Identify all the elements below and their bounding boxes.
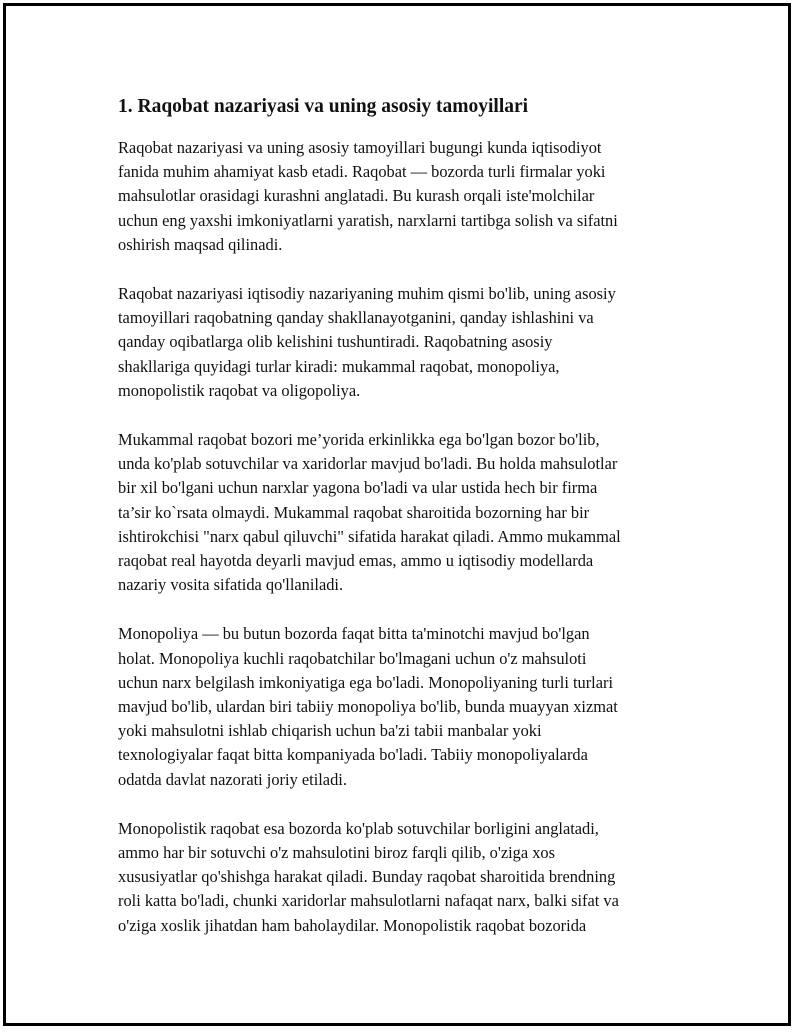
- text-line: ammo har bir sotuvchi o'z mahsulotini biroz farqli qilib, o'ziga xos: [118, 843, 555, 863]
- text-line: fanida muhim ahamiyat kasb etadi. Raqobat — bozorda turli firmalar yoki: [118, 162, 606, 182]
- text-line: nazariy vosita sifatida qo'llaniladi.: [118, 575, 344, 595]
- text-line: o'ziga xoslik jihatdan ham baholaydilar. Monopolistik raqobat bozorida: [118, 915, 587, 935]
- text-line: tamoyillari raqobatning qanday shakllanayotganini, qanday ishlashini va: [118, 308, 594, 328]
- paragraph-1: [118, 136, 693, 257]
- text-line: unda ko'plab sotuvchilar va xaridorlar mavjud bo'ladi. Bu holda mahsulotlar: [118, 454, 618, 474]
- text-line: yoki mahsulotni ishlab chiqarish uchun ba'zi tabii manbalar yoki: [118, 721, 542, 741]
- text-line: shakllariga quyidagi turlar kiradi: mukammal raqobat, monopoliya,: [118, 356, 560, 376]
- text-line: odatda davlat nazorati joriy etiladi.: [118, 769, 347, 789]
- paragraph-3: [118, 428, 693, 597]
- text-line: raqobat real hayotda deyarli mavjud emas, ammo u iqtisodiy modellarda: [118, 551, 594, 571]
- text-line: oshirish maqsad qilinadi.: [118, 234, 283, 254]
- text-line: mahsulotlar orasidagi kurashni anglatadi. Bu kurash orqali iste'molchilar: [118, 186, 595, 206]
- text-line: roli katta bo'ladi, chunki xaridorlar mahsulotlarni nafaqat narx, balki sifat va: [118, 891, 619, 911]
- document-body: [118, 95, 693, 963]
- text-line: ishtirokchisi "narx qabul qiluvchi" sifatida harakat qiladi. Ammo mukammal: [118, 526, 621, 546]
- text-line: Monopolistik raqobat esa bozorda ko'plab sotuvchilar borligini anglatadi,: [118, 818, 599, 838]
- text-line: Monopoliya — bu butun bozorda faqat bitta ta'minotchi mavjud bo'lgan: [118, 624, 590, 644]
- paragraph-4: [118, 622, 693, 791]
- text-line: uchun narx belgilash imkoniyatiga ega bo'ladi. Monopoliyaning turli turlari: [118, 672, 614, 692]
- text-line: texnologiyalar faqat bitta kompaniyada bo'ladi. Tabiiy monopoliyalarda: [118, 745, 588, 765]
- section-heading: 1. Raqobat nazariyasi va uning asosiy tamoyillari: [118, 96, 529, 117]
- text-line: ta’sir ko`rsata olmaydi. Mukammal raqobat sharoitida bozorning har bir: [118, 502, 590, 522]
- text-line: Raqobat nazariyasi iqtisodiy nazariyaning muhim qismi bo'lib, uning asosiy: [118, 284, 616, 304]
- text-line: holat. Monopoliya kuchli raqobatchilar bo'lmagani uchun o'z mahsuloti: [118, 648, 587, 668]
- paragraph-5: [118, 817, 693, 938]
- text-line: uchun eng yaxshi imkoniyatlarni yaratish, narxlarni tartibga solish va sifatni: [118, 210, 618, 230]
- text-line: monopolistik raqobat va oligopoliya.: [118, 380, 361, 400]
- text-line: Raqobat nazariyasi va uning asosiy tamoyillari bugungi kunda iqtisodiyot: [118, 138, 602, 157]
- text-line: mavjud bo'lib, ulardan biri tabiiy monopoliya bo'lib, bunda muayyan xizmat: [118, 697, 618, 717]
- text-line: qanday oqibatlarga olib kelishini tushuntiradi. Raqobatning asosiy: [118, 332, 553, 352]
- text-line: Mukammal raqobat bozori me’yorida erkinlikka ega bo'lgan bozor bo'lib,: [118, 430, 600, 450]
- text-line: bir xil bo'lgani uchun narxlar yagona bo'ladi va ular ustida hech bir firma: [118, 478, 598, 498]
- paragraph-2: [118, 282, 693, 403]
- text-line: xususiyatlar qo'shishga harakat qiladi. Bunday raqobat sharoitida brendning: [118, 867, 616, 887]
